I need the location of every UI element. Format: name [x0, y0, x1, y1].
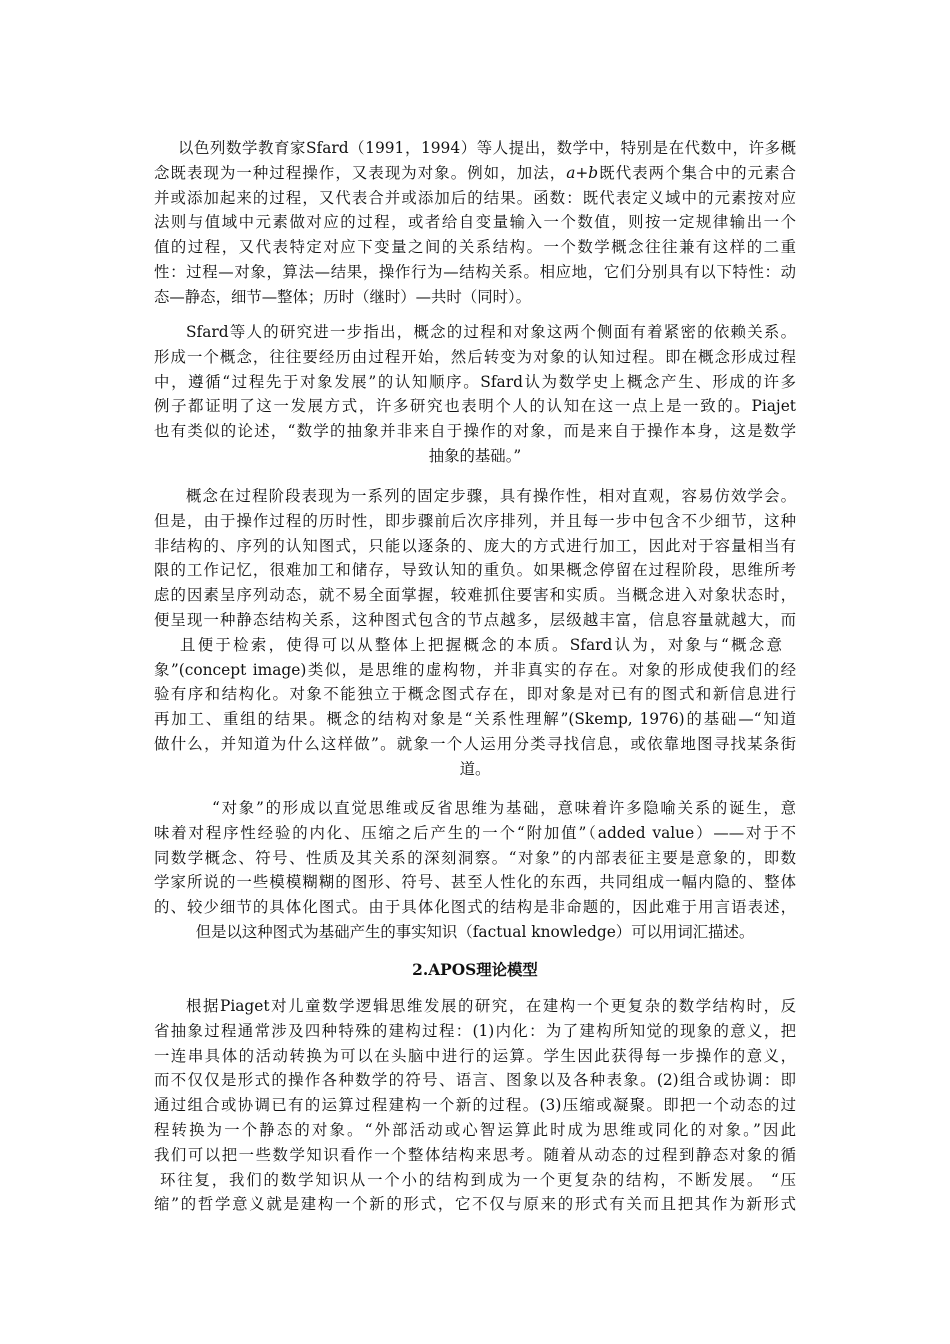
text-line: 念既表现为一种过程操作，又表现为对象。例如，加法，a+b既代表两个集合中的元素合: [154, 163, 796, 182]
text-line: 限的工作记忆，很难加工和储存，导致认知的重负。如果概念停留在过程阶段，思维所考: [154, 561, 796, 580]
text-line: 形成一个概念，往往要经历由过程开始，然后转变为对象的认知过程。即在概念形成过程: [154, 347, 796, 366]
text-line: 省抽象过程通常涉及四种特殊的建构过程：(1)内化：为了建构所知觉的现象的意义，把: [154, 1021, 796, 1040]
text-line: 象”(concept image)类似，是思维的虚构物，并非真实的存在。对象的形成使我们的经: [154, 660, 796, 679]
text-line: 而不仅仅是形式的操作各种数学的符号、语言、图象以及各种表象。(2)组合或协调：即: [154, 1071, 796, 1090]
text-line: 并或添加起来的过程，又代表合并或添加后的结果。函数：既代表定义域中的元素按对应: [154, 188, 796, 207]
text-line: 根据Piaget对儿童数学逻辑思维发展的研究，在建构一个更复杂的数学结构时，反: [186, 997, 796, 1015]
text-line: 做什么，并知道为什么这样做”。就象一个人运用分类寻找信息，或依靠地图寻找某条街: [154, 734, 796, 753]
text-line: 一连串具体的活动转换为可以在头脑中进行的运算。学生因此获得每一步操作的意义，: [154, 1046, 796, 1065]
text-line: 非结构的、序列的认知图式，只能以逐条的、庞大的方式进行加工，因此对于容量相当有: [154, 536, 796, 555]
section-heading: 2.APOS理论模型: [412, 961, 538, 979]
text-line: 值的过程，又代表特定对应下变量之间的关系结构。一个数学概念往往兼有这样的二重: [154, 238, 796, 257]
text-line: 态—静态，细节—整体；历时（继时）—共时（同时）。: [154, 287, 532, 306]
text-line: 验有序和结构化。对象不能独立于概念图式存在，即对象是对已有的图式和新信息进行: [154, 685, 796, 704]
text-line: 同数学概念、符号、性质及其关系的深刻洞察。“对象”的内部表征主要是意象的，即数: [154, 848, 796, 867]
text-line: 通过组合或协调已有的运算过程建构一个新的过程。(3)压缩或凝聚。即把一个动态的过: [154, 1096, 796, 1115]
paragraph-4: [154, 796, 796, 945]
text-line: 但是，由于操作过程的历时性，即步骤前后次序排列，并且每一步中包含不少细节，这种: [154, 511, 796, 530]
text-line: “对象”的形成以直觉思维或反省思维为基础，意味着许多隐喻关系的诞生，意: [212, 799, 796, 817]
text-line: Sfard等人的研究进一步指出，概念的过程和对象这两个侧面有着紧密的依赖关系。: [186, 323, 796, 341]
text-line: 性：过程—对象，算法—结果，操作行为—结构关系。相应地，它们分别具有以下特性：动: [154, 262, 796, 281]
paragraph-5: [154, 994, 796, 1217]
text-line: 再加工、重组的结果。概念的结构对象是“关系性理解”(Skemp, 1976)的基础—“知道: [154, 710, 796, 729]
text-line: 学家所说的一些模模糊糊的图形、符号、甚至人性化的东西，共同组成一幅内隐的、整体: [154, 873, 796, 892]
text-line: 也有类似的论述，“数学的抽象并非来自于操作的对象，而是来自于操作本身，这是数学: [154, 422, 796, 441]
text-line: 便呈现一种静态结构关系，这种图式包含的节点越多，层级越丰富，信息容量就越大，而: [154, 610, 796, 629]
text-line: 环往复，我们的数学知识从一个小的结构到成为一个更复杂的结构，不断发展。 “压: [160, 1170, 796, 1189]
text-line: 道。: [459, 759, 491, 778]
text-line: 以色列数学教育家Sfard（1991，1994）等人提出，数学中，特别是在代数中，许多概: [178, 139, 796, 157]
text-line: 但是以这种图式为基础产生的事实知识（factual knowledge）可以用词汇描述。: [195, 922, 755, 941]
text-line: 概念在过程阶段表现为一系列的固定步骤，具有操作性，相对直观，容易仿效学会。: [186, 487, 796, 505]
text-line: 法则与值域中元素做对应的过程，或者给自变量输入一个数值，则按一定规律输出一个: [154, 213, 796, 232]
text-line: 中，遵循“过程先于对象发展”的认知顺序。Sfard认为数学史上概念产生、形成的许多: [154, 372, 796, 391]
paragraph-1: [154, 136, 796, 310]
text-line: 且便于检索，使得可以从整体上把握概念的本质。Sfard认为，对象与“概念意: [180, 635, 782, 654]
text-line: 例子都证明了这一发展方式，许多研究也表明个人的认知在这一点上是一致的。Piajet: [154, 397, 796, 416]
text-line: 抽象的基础。”: [428, 446, 522, 465]
paragraph-2: [154, 320, 796, 469]
text-line: 味着对程序性经验的内化、压缩之后产生的一个“附加值”（added value）——对于不: [154, 823, 796, 842]
text-line: 缩”的哲学意义就是建构一个新的形式，它不仅与原来的形式有关而且把其作为新形式: [154, 1195, 796, 1214]
text-line: 的、较少细节的具体化图式。由于具体化图式的结构是非命题的，因此难于用言语表述，: [154, 898, 796, 917]
math-expression: a+b: [566, 163, 599, 182]
text-line: 程转换为一个静态的对象。“外部活动或心智运算此时成为思维或同化的对象。”因此: [154, 1120, 796, 1139]
paragraph-3: [154, 484, 796, 782]
text-line: 我们可以把一些数学知识看作一个整体结构来思考。随着从动态的过程到静态对象的循: [154, 1145, 796, 1164]
text-line: 虑的因素呈序列动态，就不易全面掌握，较难抓住要害和实质。当概念进入对象状态时，: [154, 586, 796, 605]
